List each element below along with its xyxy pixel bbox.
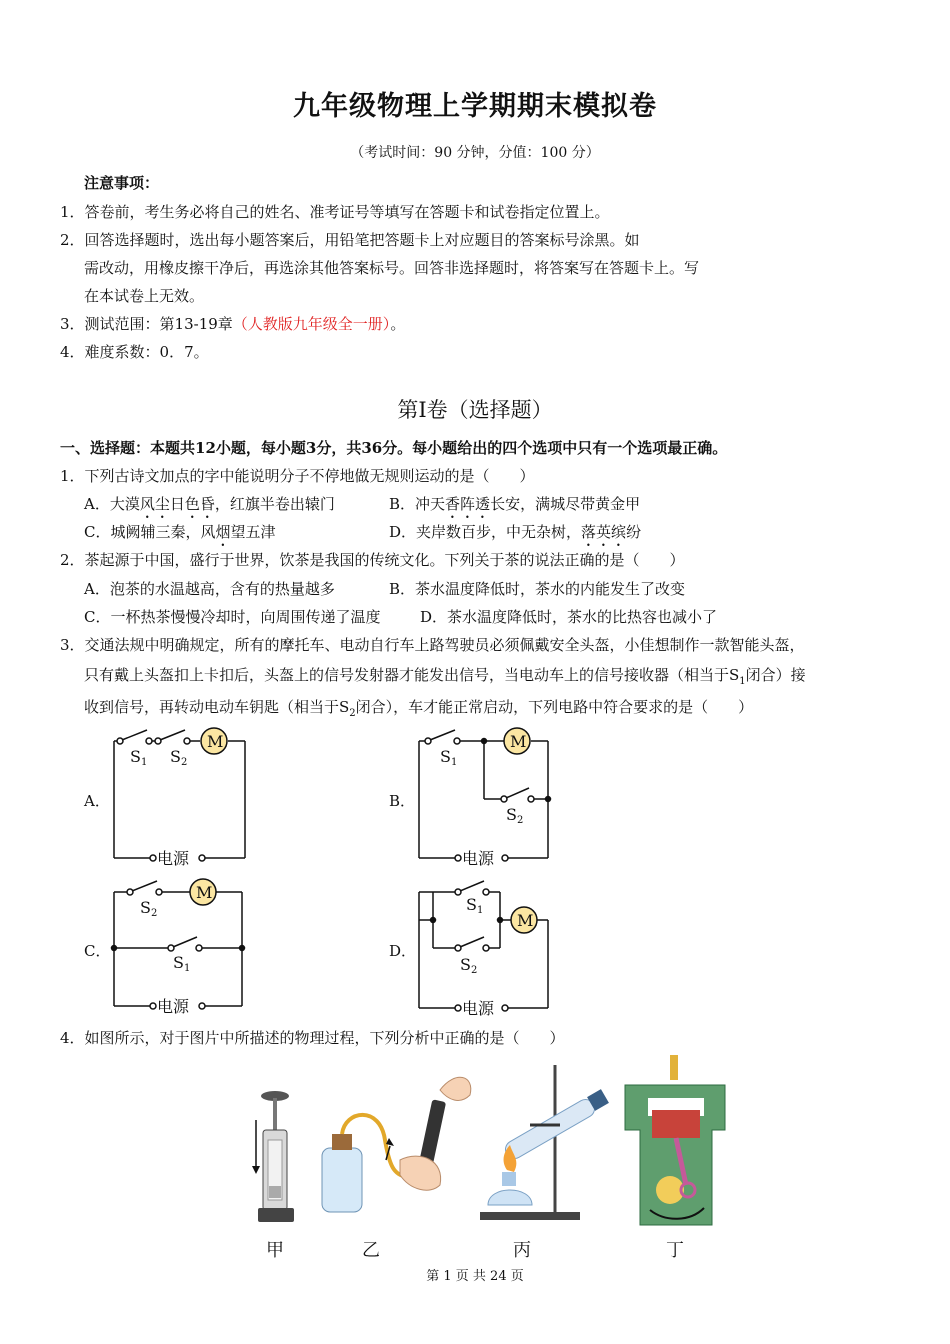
motor-label: M: [196, 883, 213, 902]
notice-item-3: 3．测试范围：第13-19章（人教版九年级全一册）。: [60, 315, 406, 333]
exam-info: （考试时间：90 分钟，分值：100 分）: [350, 145, 600, 161]
notice-heading: 注意事项：: [84, 174, 160, 192]
q1-option-c: C．城阙辅三秦，风烟望五津: [84, 523, 276, 541]
switch-label: S1: [173, 953, 191, 974]
notice-item-4: 4．难度系数：0．7。: [60, 343, 209, 361]
circuit-c-label: C．: [84, 942, 111, 960]
scope-highlight: （人教版九年级全一册）: [232, 315, 391, 333]
q2-option-c: C．一杯热茶慢慢冷却时，向周围传递了温度: [84, 608, 381, 626]
test-tube-heating-illustration: [480, 1065, 609, 1220]
switch-label: S2: [506, 805, 524, 826]
notice-item-2-line2: 需改动，用橡皮擦干净后，再选涂其他答案标号。回答非选择题时，将答案写在答题卡上。写: [84, 259, 700, 277]
switch-label: S1: [440, 747, 458, 768]
question-1-stem: 1．下列古诗文加点的字中能说明分子不停地做无规则运动的是（ ）: [60, 467, 535, 485]
question-2-stem: 2．茶起源于中国，盛行于世界，饮茶是我国的传统文化。下列关于茶的说法正确的是（ ）: [60, 551, 685, 569]
motor-label: M: [207, 732, 224, 751]
notice-item-2-line3: 在本试卷上无效。: [84, 287, 205, 305]
question-3-line3: 收到信号，再转动电动车钥匙（相当于$S_2$闭合），车才能正常启动，下列电路中符合要求的是（ ）: [84, 698, 754, 719]
section-title: 第I卷（选择题）: [397, 398, 553, 422]
figure-caption-bing: 丙: [513, 1240, 531, 1261]
circuit-b-label: B．: [389, 792, 416, 810]
question-3-stem: 3．交通法规中明确规定，所有的摩托车、电动自行车上路驾驶员必须佩戴安全头盔，小佳想制作一款智能头盔，: [60, 636, 805, 654]
switch-label: S2: [460, 955, 478, 976]
motor-label: M: [510, 732, 527, 751]
circuit-d-label: D．: [389, 942, 417, 960]
q1-option-a: A．大漠风尘日色昏，红旗半卷出辕门: [84, 495, 335, 513]
switch-label: S1: [130, 747, 148, 768]
notice-item-1: 1．答卷前，考生务必将自己的姓名、准考证号等填写在答题卡和试卷指定位置上。: [60, 203, 610, 221]
motor-label: M: [517, 911, 534, 930]
section-instruction: 一、选择题：本题共12小题，每小题3分，共36分。每小题给出的四个选项中只有一个选项最正确。: [60, 439, 728, 457]
figure-caption-ding: 丁: [666, 1240, 684, 1261]
q1-option-d: D．夹岸数百步，中无杂树，落英缤纷: [389, 523, 642, 541]
switch-label: S2: [170, 747, 188, 768]
fire-syringe-illustration: [252, 1091, 294, 1222]
q1-option-b: B．冲天香阵透长安，满城尽带黄金甲: [389, 495, 641, 513]
q2-option-b: B．茶水温度降低时，茶水的内能发生了改变: [389, 580, 686, 598]
power-label: 电源: [462, 999, 495, 1018]
page-number: 第 1 页 共 24 页: [426, 1269, 524, 1284]
power-label: 电源: [462, 849, 495, 868]
question-3-line2: 只有戴上头盔扣上卡扣后，头盔上的信号发射器才能发出信号，当电动车上的信号接收器（相当于$S_1$闭合）接: [84, 666, 806, 687]
circuit-a-label: A．: [84, 792, 110, 810]
switch-label: S2: [140, 898, 158, 919]
question-4-stem: 4．如图所示，对于图片中所描述的物理过程，下列分析中正确的是（ ）: [60, 1029, 565, 1047]
q2-option-a: A．泡茶的水温越高，含有的热量越多: [84, 580, 335, 598]
q2-option-d: D．茶水温度降低时，茶水的比热容也减小了: [420, 608, 718, 626]
engine-illustration: [625, 1055, 725, 1225]
power-label: 电源: [157, 997, 190, 1016]
page-title: 九年级物理上学期期末模拟卷: [293, 91, 657, 122]
switch-label: S1: [466, 895, 484, 916]
figure-caption-yi: 乙: [362, 1240, 380, 1261]
figure-caption-jia: 甲: [266, 1240, 284, 1261]
bottle-pump-illustration: [322, 1077, 471, 1212]
power-label: 电源: [157, 849, 190, 868]
notice-item-2: 2．回答选择题时，选出每小题答案后，用铅笔把答题卡上对应题目的答案标号涂黑。如: [60, 231, 640, 249]
